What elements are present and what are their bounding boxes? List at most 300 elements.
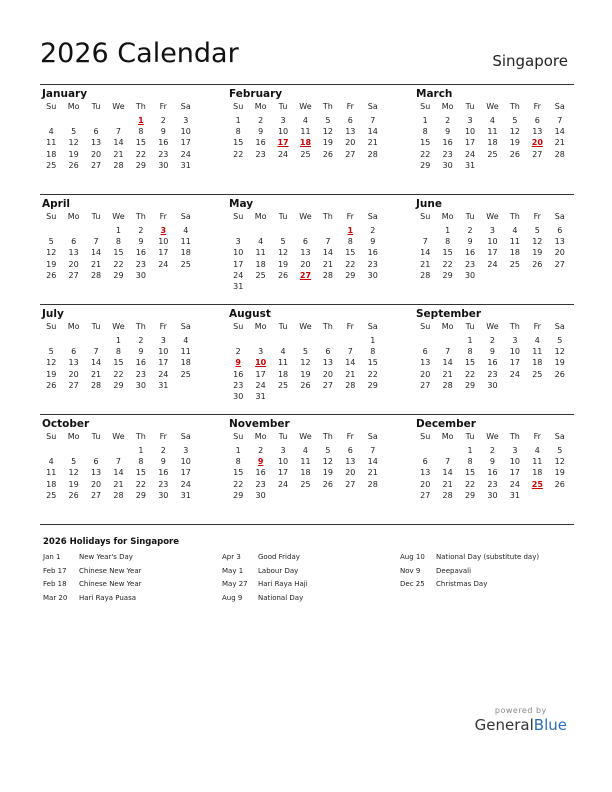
holidays-column bbox=[43, 553, 142, 607]
weekday-label: Tu bbox=[465, 212, 475, 221]
week-row bbox=[227, 369, 384, 380]
day-cell: 22 bbox=[442, 259, 453, 269]
day-cell: 21 bbox=[90, 369, 102, 379]
day-cell: 20 bbox=[322, 369, 333, 379]
day-cell: 12 bbox=[300, 358, 311, 368]
calendar-grid bbox=[40, 84, 574, 524]
day-cell: 16 bbox=[255, 468, 266, 478]
day-cell: 14 bbox=[90, 248, 102, 258]
week-row bbox=[414, 380, 571, 391]
day-cell: 10 bbox=[509, 347, 520, 357]
holiday-day: 3 bbox=[160, 226, 167, 235]
day-cell bbox=[272, 391, 294, 402]
day-cell: 23 bbox=[367, 259, 378, 269]
day-cell: 27 bbox=[322, 380, 333, 390]
day-cell bbox=[504, 160, 526, 171]
weekday-label: We bbox=[299, 322, 312, 331]
day-cell: 6 bbox=[347, 116, 353, 125]
holiday-item bbox=[400, 553, 539, 567]
day-cell: 3 bbox=[160, 336, 166, 345]
weekday-label: Mo bbox=[67, 212, 80, 221]
day-cell: 5 bbox=[48, 237, 54, 247]
day-cell: 1 bbox=[235, 116, 241, 125]
holiday-name: Hari Raya Puasa bbox=[79, 593, 137, 602]
day-cell: 13 bbox=[90, 138, 102, 148]
week-row bbox=[414, 456, 571, 467]
holiday-day: 27 bbox=[299, 270, 312, 280]
day-cell: 18 bbox=[300, 468, 311, 478]
weekday-label: Th bbox=[509, 102, 520, 111]
day-cell bbox=[317, 225, 339, 236]
day-cell: 19 bbox=[554, 358, 565, 368]
day-cell: 22 bbox=[233, 479, 244, 489]
day-cell: 29 bbox=[113, 270, 124, 280]
weekday-label: Th bbox=[509, 212, 520, 221]
holiday-item bbox=[43, 580, 142, 594]
day-cell: 1 bbox=[370, 336, 376, 345]
week-row bbox=[40, 346, 197, 357]
day-cell: 13 bbox=[420, 468, 431, 478]
day-cell: 24 bbox=[158, 259, 169, 269]
day-cell: 27 bbox=[420, 380, 431, 390]
day-cell: 21 bbox=[322, 259, 333, 269]
day-cell bbox=[317, 391, 339, 402]
month-name: January bbox=[42, 88, 88, 100]
weekday-label: Fr bbox=[346, 432, 354, 441]
day-cell bbox=[504, 270, 526, 281]
day-cell: 7 bbox=[115, 127, 122, 137]
day-cell bbox=[249, 281, 271, 292]
day-cell: 30 bbox=[135, 380, 146, 390]
weekday-label: Sa bbox=[180, 102, 191, 111]
day-cell: 2 bbox=[467, 226, 473, 235]
day-cell: 9 bbox=[160, 457, 166, 467]
day-cell: 27 bbox=[532, 149, 543, 159]
day-cell: 29 bbox=[420, 160, 431, 170]
weekday-label: We bbox=[112, 102, 125, 111]
day-cell: 16 bbox=[487, 358, 498, 368]
day-cell: 25 bbox=[300, 149, 311, 159]
day-cell: 7 bbox=[325, 237, 331, 247]
day-cell: 17 bbox=[158, 358, 169, 368]
holiday-day: 25 bbox=[531, 479, 543, 489]
week-row bbox=[414, 270, 571, 281]
holidays-title: 2026 Holidays for Singapore bbox=[43, 537, 179, 547]
week-row bbox=[40, 236, 197, 247]
day-cell: 21 bbox=[113, 479, 124, 489]
day-cell: 24 bbox=[180, 149, 191, 159]
day-cell: 5 bbox=[48, 347, 54, 357]
day-cell: 10 bbox=[233, 248, 244, 258]
week-row bbox=[40, 456, 197, 467]
weekday-label: We bbox=[486, 212, 499, 221]
week-row bbox=[414, 369, 571, 380]
holiday-name: Chinese New Year bbox=[79, 566, 142, 575]
day-cell: 15 bbox=[464, 468, 476, 478]
powered-by-text: powered by bbox=[494, 706, 547, 715]
week-row bbox=[227, 126, 384, 137]
weekday-label: Sa bbox=[180, 432, 191, 441]
weekday-label: Su bbox=[233, 432, 244, 441]
day-cell: 17 bbox=[255, 369, 266, 379]
day-cell: 17 bbox=[233, 259, 244, 269]
day-cell: 10 bbox=[487, 237, 498, 247]
day-cell: 29 bbox=[113, 380, 124, 390]
day-cell: 8 bbox=[235, 457, 241, 467]
weekday-header bbox=[414, 321, 571, 335]
day-cell: 9 bbox=[370, 237, 376, 247]
weekday-label: We bbox=[486, 102, 499, 111]
day-cell: 16 bbox=[255, 138, 266, 148]
day-cell: 28 bbox=[442, 380, 453, 390]
day-cell: 8 bbox=[422, 127, 428, 137]
day-cell: 23 bbox=[487, 369, 498, 379]
day-cell: 31 bbox=[233, 281, 244, 291]
day-cell: 1 bbox=[235, 446, 241, 455]
day-cell bbox=[227, 335, 249, 346]
day-cell: 31 bbox=[509, 490, 520, 500]
weekday-header bbox=[227, 431, 384, 445]
day-cell: 2 bbox=[489, 446, 496, 455]
day-cell: 27 bbox=[420, 490, 431, 500]
day-cell: 7 bbox=[93, 347, 99, 357]
day-cell: 25 bbox=[46, 490, 57, 500]
weekday-label: Mo bbox=[67, 102, 80, 111]
weekday-label: Su bbox=[46, 322, 57, 331]
day-cell bbox=[40, 225, 62, 236]
day-cell: 17 bbox=[509, 468, 520, 478]
day-cell: 26 bbox=[322, 149, 333, 159]
weekday-label: Fr bbox=[533, 102, 541, 111]
day-cell: 26 bbox=[300, 380, 311, 390]
day-cell: 1 bbox=[467, 336, 473, 345]
day-cell bbox=[249, 225, 271, 236]
day-cell: 15 bbox=[135, 468, 146, 478]
weekday-label: Su bbox=[420, 432, 431, 441]
day-cell: 7 bbox=[370, 116, 376, 125]
weekday-label: Th bbox=[135, 432, 146, 441]
week-row bbox=[40, 490, 197, 501]
day-cell: 18 bbox=[509, 248, 520, 258]
weekday-label: Fr bbox=[159, 102, 167, 111]
day-cell: 22 bbox=[135, 149, 146, 159]
day-cell: 23 bbox=[487, 479, 498, 489]
day-cell: 10 bbox=[277, 127, 289, 137]
day-cell: 15 bbox=[135, 138, 146, 148]
day-cell: 16 bbox=[367, 248, 378, 258]
weekday-label: We bbox=[299, 432, 312, 441]
day-cell bbox=[414, 445, 436, 456]
weekday-label: Mo bbox=[441, 212, 454, 221]
day-cell: 28 bbox=[554, 149, 565, 159]
week-row bbox=[414, 467, 571, 478]
weekday-label: Tu bbox=[278, 322, 288, 331]
weekday-header bbox=[414, 211, 571, 225]
day-cell: 15 bbox=[113, 358, 124, 368]
day-cell: 6 bbox=[534, 116, 540, 125]
day-cell: 9 bbox=[258, 127, 264, 137]
day-cell: 30 bbox=[158, 490, 169, 500]
day-cell: 14 bbox=[420, 248, 431, 258]
day-cell: 9 bbox=[445, 127, 451, 137]
day-cell: 12 bbox=[554, 347, 565, 357]
day-cell: 15 bbox=[420, 138, 431, 148]
day-cell bbox=[85, 225, 107, 236]
day-cell: 6 bbox=[71, 347, 77, 357]
day-cell: 1 bbox=[422, 116, 428, 125]
day-cell: 11 bbox=[46, 468, 57, 478]
week-row bbox=[227, 391, 384, 402]
day-cell: 31 bbox=[464, 160, 476, 170]
day-cell: 14 bbox=[113, 138, 124, 148]
weekday-label: Mo bbox=[441, 102, 454, 111]
day-cell: 31 bbox=[180, 160, 191, 170]
day-cell: 1 bbox=[138, 446, 144, 455]
weekday-label: Tu bbox=[278, 212, 288, 221]
day-cell: 12 bbox=[277, 248, 289, 258]
weekday-label: Su bbox=[420, 212, 431, 221]
weekday-label: Th bbox=[322, 212, 333, 221]
day-cell: 1 bbox=[115, 226, 122, 235]
weekday-label: Sa bbox=[367, 322, 378, 331]
day-cell: 24 bbox=[233, 270, 244, 280]
brand-blue: Blue bbox=[533, 716, 567, 734]
week-row bbox=[414, 236, 571, 247]
day-cell: 29 bbox=[367, 380, 378, 390]
day-cell: 8 bbox=[467, 347, 473, 357]
weekday-label: Sa bbox=[180, 322, 191, 331]
brand-general: General bbox=[474, 716, 534, 734]
day-cell: 30 bbox=[367, 270, 378, 280]
day-cell: 6 bbox=[347, 446, 353, 455]
week-row bbox=[227, 467, 384, 478]
week-row bbox=[414, 126, 571, 137]
day-cell: 13 bbox=[345, 457, 356, 467]
weekday-label: Tu bbox=[91, 212, 101, 221]
day-cell: 28 bbox=[90, 380, 102, 390]
day-cell: 23 bbox=[464, 259, 476, 269]
day-cell: 23 bbox=[255, 479, 266, 489]
week-row bbox=[40, 126, 197, 137]
day-cell: 7 bbox=[370, 446, 376, 455]
holiday-item bbox=[222, 580, 308, 594]
holiday-day: 17 bbox=[277, 138, 289, 148]
day-cell: 31 bbox=[255, 391, 266, 401]
day-cell: 10 bbox=[464, 127, 476, 137]
week-row bbox=[227, 490, 384, 501]
day-cell: 5 bbox=[325, 446, 331, 455]
day-cell: 20 bbox=[420, 479, 431, 489]
day-cell: 21 bbox=[420, 259, 431, 269]
weekday-header bbox=[227, 211, 384, 225]
day-cell: 20 bbox=[68, 369, 79, 379]
day-cell: 30 bbox=[442, 160, 453, 170]
holiday-item bbox=[43, 567, 142, 581]
holiday-date: Jan 1 bbox=[43, 553, 61, 561]
day-cell: 12 bbox=[322, 127, 333, 137]
weekday-header bbox=[227, 101, 384, 115]
day-cell: 15 bbox=[464, 358, 476, 368]
month-name: April bbox=[42, 198, 71, 210]
day-cell: 26 bbox=[277, 270, 289, 280]
day-cell: 29 bbox=[464, 490, 476, 500]
day-cell: 19 bbox=[322, 138, 333, 148]
day-cell: 19 bbox=[322, 468, 333, 478]
day-cell bbox=[504, 380, 526, 391]
day-cell bbox=[362, 281, 384, 292]
day-cell bbox=[62, 445, 84, 456]
month-name: July bbox=[42, 308, 64, 320]
day-cell: 11 bbox=[532, 457, 543, 467]
holiday-item bbox=[43, 553, 142, 567]
weekday-label: We bbox=[112, 432, 125, 441]
day-cell: 16 bbox=[487, 468, 498, 478]
holiday-date: Feb 17 bbox=[43, 566, 67, 575]
day-cell: 7 bbox=[445, 457, 451, 467]
weekday-label: Tu bbox=[465, 322, 475, 331]
holiday-name: Hari Raya Haji bbox=[258, 580, 308, 589]
weekday-label: Sa bbox=[554, 102, 565, 111]
day-cell: 25 bbox=[487, 149, 498, 159]
weekday-label: We bbox=[299, 102, 312, 111]
weekday-label: Th bbox=[135, 212, 146, 221]
day-cell: 3 bbox=[280, 116, 286, 125]
day-cell: 28 bbox=[420, 270, 431, 280]
day-cell bbox=[85, 335, 107, 346]
day-cell bbox=[362, 391, 384, 402]
weekday-label: We bbox=[112, 322, 125, 331]
day-cell: 23 bbox=[255, 149, 266, 159]
weekday-label: Fr bbox=[346, 322, 354, 331]
holiday-name: National Day (substitute day) bbox=[436, 553, 540, 561]
day-cell bbox=[294, 335, 316, 346]
day-cell: 24 bbox=[509, 369, 520, 379]
day-cell: 4 bbox=[302, 116, 309, 125]
weekday-label: Su bbox=[46, 102, 57, 111]
day-cell: 8 bbox=[347, 237, 353, 247]
day-cell: 5 bbox=[557, 336, 563, 345]
day-cell: 6 bbox=[302, 237, 309, 247]
day-cell: 17 bbox=[464, 138, 476, 148]
day-cell: 20 bbox=[345, 468, 356, 478]
holiday-name: New Year's Day bbox=[79, 553, 133, 561]
day-cell: 30 bbox=[487, 380, 498, 390]
day-cell: 28 bbox=[90, 270, 102, 280]
day-cell bbox=[40, 115, 62, 126]
day-cell: 30 bbox=[487, 490, 498, 500]
day-cell: 5 bbox=[557, 446, 563, 455]
day-cell bbox=[294, 281, 316, 292]
day-cell: 26 bbox=[509, 149, 520, 159]
day-cell: 22 bbox=[345, 259, 356, 269]
day-cell: 21 bbox=[554, 138, 565, 148]
month-january bbox=[40, 85, 197, 171]
weekday-label: Th bbox=[509, 432, 520, 441]
day-cell bbox=[294, 225, 316, 236]
day-cell: 19 bbox=[532, 248, 543, 258]
day-cell: 17 bbox=[180, 468, 191, 478]
month-name: August bbox=[229, 308, 271, 320]
day-cell: 29 bbox=[464, 380, 476, 390]
day-cell bbox=[40, 445, 62, 456]
week-row bbox=[227, 247, 384, 258]
day-cell: 19 bbox=[277, 259, 289, 269]
day-cell: 12 bbox=[509, 127, 520, 137]
day-cell: 1 bbox=[467, 446, 473, 455]
month-name: June bbox=[416, 198, 442, 210]
week-row bbox=[40, 247, 197, 258]
week-row bbox=[227, 115, 384, 126]
day-cell bbox=[317, 335, 339, 346]
day-cell: 18 bbox=[487, 138, 498, 148]
day-cell: 12 bbox=[46, 248, 57, 258]
holiday-name: Labour Day bbox=[258, 566, 299, 575]
day-cell: 13 bbox=[420, 358, 431, 368]
day-cell: 4 bbox=[534, 446, 540, 455]
day-cell bbox=[549, 160, 571, 171]
day-cell: 9 bbox=[160, 127, 166, 137]
holiday-day: 1 bbox=[347, 226, 354, 235]
day-cell: 11 bbox=[509, 237, 520, 247]
day-cell bbox=[62, 115, 84, 126]
weekday-label: Mo bbox=[254, 432, 267, 441]
day-cell: 17 bbox=[487, 248, 498, 258]
day-cell: 2 bbox=[235, 347, 241, 357]
day-cell: 4 bbox=[183, 226, 189, 235]
weekday-label: Sa bbox=[554, 212, 565, 221]
weekday-label: Mo bbox=[254, 102, 267, 111]
day-cell: 30 bbox=[158, 160, 169, 170]
week-row bbox=[227, 479, 384, 490]
weekday-header bbox=[40, 211, 197, 225]
weekday-label: Su bbox=[420, 322, 431, 331]
month-may bbox=[227, 195, 384, 292]
weekday-label: We bbox=[112, 212, 125, 221]
holiday-date: May 1 bbox=[222, 566, 244, 575]
day-cell: 17 bbox=[277, 468, 289, 478]
month-april bbox=[40, 195, 197, 281]
holiday-day: 10 bbox=[255, 358, 267, 368]
day-cell: 28 bbox=[113, 490, 124, 500]
week-row bbox=[40, 369, 197, 380]
day-cell bbox=[40, 335, 62, 346]
month-december bbox=[414, 415, 571, 501]
weekday-label: Sa bbox=[180, 212, 191, 221]
weekday-label: Tu bbox=[278, 432, 288, 441]
day-cell: 5 bbox=[280, 237, 286, 247]
day-cell: 16 bbox=[135, 248, 146, 258]
day-cell bbox=[526, 380, 548, 391]
day-cell: 14 bbox=[345, 358, 356, 368]
holiday-date: Feb 18 bbox=[43, 580, 67, 589]
day-cell bbox=[481, 270, 503, 281]
day-cell: 30 bbox=[255, 490, 266, 500]
week-row bbox=[40, 149, 197, 160]
week-row bbox=[414, 445, 571, 456]
month-name: October bbox=[42, 418, 90, 430]
weekday-label: Tu bbox=[91, 102, 101, 111]
week-row bbox=[227, 357, 384, 368]
weekday-header bbox=[227, 321, 384, 335]
day-cell: 5 bbox=[71, 127, 77, 137]
day-cell: 10 bbox=[180, 457, 191, 467]
month-june bbox=[414, 195, 571, 281]
day-cell: 24 bbox=[180, 479, 191, 489]
month-september bbox=[414, 305, 571, 391]
weekday-label: Tu bbox=[278, 102, 288, 111]
day-cell: 12 bbox=[554, 457, 565, 467]
weekday-label: Fr bbox=[159, 212, 167, 221]
